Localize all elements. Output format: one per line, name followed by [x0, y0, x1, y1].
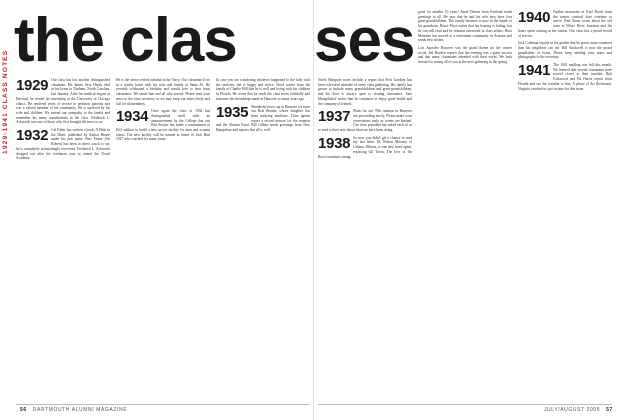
class-note-entry — [318, 109, 412, 133]
class-year: 1935 — [216, 103, 249, 121]
class-note-entry — [518, 10, 612, 38]
class-note-entry — [418, 46, 512, 65]
left-columns — [16, 78, 310, 398]
class-year: 1932 — [16, 127, 49, 145]
right-page — [314, 0, 628, 420]
footer-rule-left — [16, 404, 310, 405]
class-note-text: He is the senior retired admiral in the Navy. Our classmate lives in a stately home with his wife and family in Santa Fe. He recently celebrated a birthday and would love to hear from classmates. We salute him and all who served. Please send your news to the class secretary so we may keep our notes lively and full for all members. — [116, 78, 210, 106]
class-note-text: Our class has lost another distinguished classmate. Mr. James Jerry Hardy died at his home in Durham, North Carolina, last January. After his medical degree at Harvard, he served his internship at the University of Chicago clinics. He rendered years of service to pediatric patients and was a valued member of his community. He is survived by his wife and children. We extend our sympathy to the family and remember his many contributions to the class. Frederick L. Ashworth was one of those who first brought the news to us. — [16, 78, 110, 125]
class-note-text: Once again the class of 1934 has distinguished itself with an announcement by the College that our Ben Stryker has made a commitment of $4.5 million to build a new soccer facility for men and women teams. The new facility will be named in honor of Jack Hart 1927 who coached for many years. — [116, 109, 210, 142]
class-note-text: Plans for our 70th reunion in Hanover are proceeding nicely. Please make your reservations early as rooms are limited. Our class president has asked each of us to send a short note about what we have been doing. — [318, 109, 412, 133]
right-column-2 — [418, 10, 512, 398]
class-year: 1940 — [518, 10, 551, 26]
class-note-text: Jack Coleman reports in his garden that he grows more tomatoes than his neighbors can eat. Bill Stockwell is now the proud grandfather of twins. Please keep sending your notes and photographs to the secretary. — [518, 41, 612, 60]
left-column-1 — [16, 78, 110, 398]
class-note-text: Cal Faber has written a book, A Hole in the Heart, published by Author House under his pen name. Bert Fisher (Sir Robert) has been in direct touch to say he is completely astonishingly recovered. Frederick L. Ashworth dropped out after his freshman year to attend the Naval Academy. — [16, 128, 110, 161]
class-year: 1937 — [318, 108, 351, 126]
class-note-text: So now you didn't get a chance to read my last letter. Dr. Robert Mooney of Urbana, Illinois, is our new head agent, replacing Gil Tovin. The love of the Bowl continues strong. — [318, 135, 412, 159]
class-note-entry — [16, 78, 110, 125]
left-column-3 — [216, 78, 310, 398]
magazine-name: DARTMOUTH ALUMNI MAGAZINE — [32, 407, 128, 413]
class-note-entry — [518, 63, 612, 91]
class-note-text: In case you are wondering whatever happened to the lady with the uniform, she is happy and active. Word comes from the family of Charlie Hill that he is well and living with his children in Florida. He wrote that he reads the class notes faithfully and treasures the friendships made in Hanover so many years ago. — [216, 78, 310, 101]
class-note-entry — [16, 128, 110, 161]
class-note-text: The 1941 mailbag was full this month. We learned that several classmates have moved closer to their families. Bob Kirkwood and Ed Harris report from Florida and say the weather is fine. A photo of Art Richmond, Virginia, reached us just in time for this issue. — [518, 63, 612, 91]
class-note-entry — [418, 10, 512, 43]
right-columns — [318, 10, 612, 420]
class-note-entry — [318, 78, 412, 106]
class-year: 1941 — [518, 62, 551, 80]
class-note-entry — [318, 136, 412, 160]
class-year: 1929 — [16, 78, 49, 94]
side-section-label: 1929-1941 CLASS NOTES — [2, 49, 9, 154]
right-column-3 — [518, 10, 612, 398]
section-heading-right: ses — [314, 10, 415, 72]
footer-left — [16, 407, 127, 413]
section-heading-left: the clas — [14, 10, 237, 72]
class-note-entry — [518, 41, 612, 60]
class-year: 1934 — [116, 108, 149, 126]
class-note-text: Further memories of Karl Bruch from the winter carnival days continue to arrive. Paul Stone wrote about the old train to White River Junction and the hours spent waiting at the station. Our class has a proud record of service. — [518, 10, 612, 38]
page-number-left: 56 — [20, 407, 27, 413]
issue-date: JULY/AUGUST 2005 — [544, 407, 601, 413]
class-note-text: North Hampton notes include a report that Fred Gardner has been a devoted attendee of every class gathering. His family has grown to include many grandchildren and great-grandchildren, and his door is always open to visiting classmates. Sam Mangelsdorf writes that he continues to enjoy good health and the company of friends. — [318, 78, 412, 106]
footer-right — [544, 407, 617, 413]
class-note-entry — [116, 109, 210, 142]
class-note-entry — [216, 78, 310, 102]
class-note-text: good for another 10 years! Ansel Dennis from Portland sends greetings to all. He says that he and his wife now have four great-grandchildren. The family business is now in the hands of his grandsons. Bruce Price writes that his hearing is failing, but he can still read and he remains interested in class affairs. Russ Martinez has moved to a retirement community in Arizona and sends best wishes. — [418, 10, 512, 43]
page-number-right: 57 — [606, 407, 613, 413]
class-year: 1938 — [318, 134, 351, 152]
class-note-text: Wonderful news: up in Hanover we have our Bob Beattie, whose daughter has been studying medicine. Class agents report a record turnout for the reunion and the Alumni Fund. Bill Gilbert sends greetings from New Hampshire and reports that all is well. — [216, 104, 310, 133]
footer-rule-right — [318, 404, 612, 405]
class-note-text: Lost Apostles Hanover was the grand theme for the winter social. Sid Hayden reports that the evening was a great success and that many classmates attended with their wives. We look forward to seeing all of you at the next gathering in the spring. — [418, 45, 512, 65]
left-column-2 — [116, 78, 210, 398]
class-note-entry — [116, 78, 210, 106]
class-note-entry — [216, 105, 310, 133]
right-column-1 — [318, 78, 412, 420]
